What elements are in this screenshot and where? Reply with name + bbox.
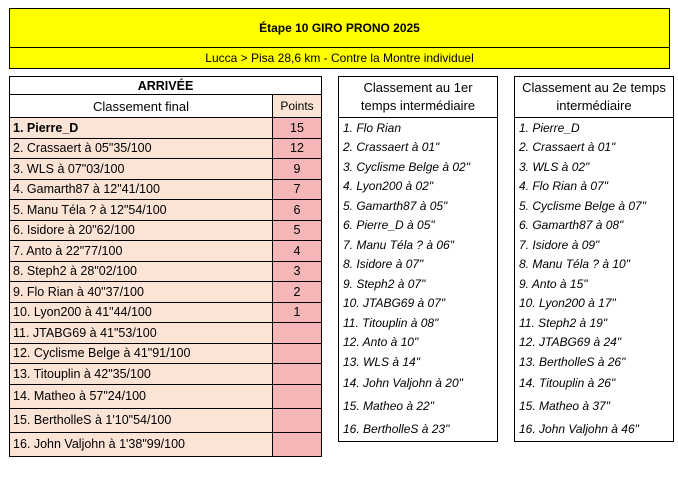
final-ranking-row xyxy=(10,138,322,159)
points-value: 5 xyxy=(273,220,322,241)
intermediate-1-row: 13. WLS à 14" xyxy=(343,354,420,369)
rider-result: 15. BertholleS à 1'10"54/100 xyxy=(10,408,273,432)
intermediate-1-row: 16. BertholleS à 23" xyxy=(343,422,450,436)
intermediate-1-header xyxy=(339,77,497,118)
intermediate-2-ranking xyxy=(514,76,674,442)
points-value: 9 xyxy=(273,159,322,180)
final-ranking-table xyxy=(9,76,322,457)
final-ranking-row xyxy=(10,323,322,344)
intermediate-1-row: 6. Pierre_D à 05" xyxy=(343,218,435,233)
final-ranking-row xyxy=(10,179,322,200)
points-value: 15 xyxy=(273,118,322,139)
rider-result: 12. Cyclisme Belge à 41"91/100 xyxy=(10,343,273,364)
final-ranking-row xyxy=(10,241,322,262)
intermediate-2-row: 4. Flo Rian à 07" xyxy=(519,179,608,194)
final-ranking-row xyxy=(10,384,322,408)
intermediate-2-row: 2. Crassaert à 01" xyxy=(519,140,616,155)
rider-result: 5. Manu Téla ? à 12"54/100 xyxy=(10,200,273,221)
final-ranking-row xyxy=(10,364,322,385)
page-title: Étape 10 GIRO PRONO 2025 xyxy=(9,8,670,48)
points-value: 1 xyxy=(273,302,322,323)
intermediate-2-row: 8. Manu Téla ? à 10" xyxy=(519,257,630,272)
rider-result: 9. Flo Rian à 40"37/100 xyxy=(10,282,273,303)
intermediate-2-row: 9. Anto à 15" xyxy=(519,276,588,291)
intermediate-1-row: 5. Gamarth87 à 05" xyxy=(343,198,448,213)
intermediate-1-ranking xyxy=(338,76,498,442)
intermediate-2-header-line2: intermédiaire xyxy=(556,98,632,113)
final-ranking-row xyxy=(10,302,322,323)
intermediate-2-row: 16. John Valjohn à 46" xyxy=(519,422,639,436)
intermediate-1-row: 3. Cyclisme Belge à 02" xyxy=(343,159,470,174)
intermediate-1-row: 15. Matheo à 22" xyxy=(343,399,434,413)
points-value xyxy=(273,323,322,344)
intermediate-2-row: 14. Titouplin à 26" xyxy=(519,376,616,390)
intermediate-2-row: 11. Steph2 à 19" xyxy=(519,315,608,330)
intermediate-2-row: 6. Gamarth87 à 08" xyxy=(519,218,624,233)
arrival-header: ARRIVÉE xyxy=(10,77,322,95)
intermediate-1-row: 14. John Valjohn à 20" xyxy=(343,376,463,390)
final-ranking-row xyxy=(10,118,322,139)
intermediate-2-row: 10. Lyon200 à 17" xyxy=(519,296,616,311)
points-value: 2 xyxy=(273,282,322,303)
intermediate-1-header-line1: Classement au 1er xyxy=(363,80,473,95)
rider-result: 16. John Valjohn à 1'38"99/100 xyxy=(10,432,273,456)
rider-result: 11. JTABG69 à 41"53/100 xyxy=(10,323,273,344)
final-ranking-row xyxy=(10,282,322,303)
final-ranking-row xyxy=(10,220,322,241)
intermediate-1-row: 1. Flo Rian xyxy=(343,120,402,135)
points-value xyxy=(273,432,322,456)
intermediate-2-header-line1: Classement au 2e temps xyxy=(522,80,666,95)
intermediate-1-row: 8. Isidore à 07" xyxy=(343,257,424,272)
rider-result: 6. Isidore à 20"62/100 xyxy=(10,220,273,241)
intermediate-2-row: 7. Isidore à 09" xyxy=(519,237,600,252)
final-ranking-row xyxy=(10,261,322,282)
intermediate-1-row: 7. Manu Téla ? à 06" xyxy=(343,237,454,252)
intermediate-2-row: 13. BertholleS à 26" xyxy=(519,354,626,369)
final-ranking-row xyxy=(10,408,322,432)
intermediate-1-header-line2: temps intermédiaire xyxy=(360,98,476,113)
intermediate-1-row: 12. Anto à 10" xyxy=(343,335,419,350)
rider-result: 4. Gamarth87 à 12"41/100 xyxy=(10,179,273,200)
intermediate-1-row: 4. Lyon200 à 02" xyxy=(343,179,434,194)
points-value xyxy=(273,343,322,364)
final-ranking-row xyxy=(10,159,322,180)
intermediate-2-row: 1. Pierre_D xyxy=(519,120,580,135)
intermediate-2-row: 5. Cyclisme Belge à 07" xyxy=(519,198,646,213)
rider-result: 2. Crassaert à 05"35/100 xyxy=(10,138,273,159)
final-ranking-row xyxy=(10,200,322,221)
intermediate-2-row: 12. JTABG69 à 24" xyxy=(519,335,622,350)
rider-result: 1. Pierre_D xyxy=(10,118,273,139)
intermediate-2-header xyxy=(515,77,673,118)
points-value: 4 xyxy=(273,241,322,262)
rider-result: 3. WLS à 07"03/100 xyxy=(10,159,273,180)
intermediate-1-row: 10. JTABG69 à 07" xyxy=(343,296,446,311)
intermediate-2-row: 15. Matheo à 37" xyxy=(519,399,610,413)
points-value: 7 xyxy=(273,179,322,200)
intermediate-1-row: 11. Titouplin à 08" xyxy=(343,315,439,330)
intermediate-2-row: 3. WLS à 02" xyxy=(519,159,590,174)
points-value xyxy=(273,408,322,432)
rider-result: 10. Lyon200 à 41"44/100 xyxy=(10,302,273,323)
final-ranking-header: Classement final xyxy=(10,95,273,118)
intermediate-1-row: 9. Steph2 à 07" xyxy=(343,276,426,291)
points-value: 3 xyxy=(273,261,322,282)
points-header: Points xyxy=(273,95,322,118)
rider-result: 14. Matheo à 57"24/100 xyxy=(10,384,273,408)
rider-result: 8. Steph2 à 28"02/100 xyxy=(10,261,273,282)
final-ranking-row xyxy=(10,343,322,364)
points-value xyxy=(273,364,322,385)
points-value: 6 xyxy=(273,200,322,221)
points-value: 12 xyxy=(273,138,322,159)
stage-subtitle: Lucca > Pisa 28,6 km - Contre la Montre individuel xyxy=(9,48,670,69)
rider-result: 13. Titouplin à 42"35/100 xyxy=(10,364,273,385)
rider-result: 7. Anto à 22"77/100 xyxy=(10,241,273,262)
points-value xyxy=(273,384,322,408)
final-ranking-row xyxy=(10,432,322,456)
intermediate-1-row: 2. Crassaert à 01" xyxy=(343,140,440,155)
